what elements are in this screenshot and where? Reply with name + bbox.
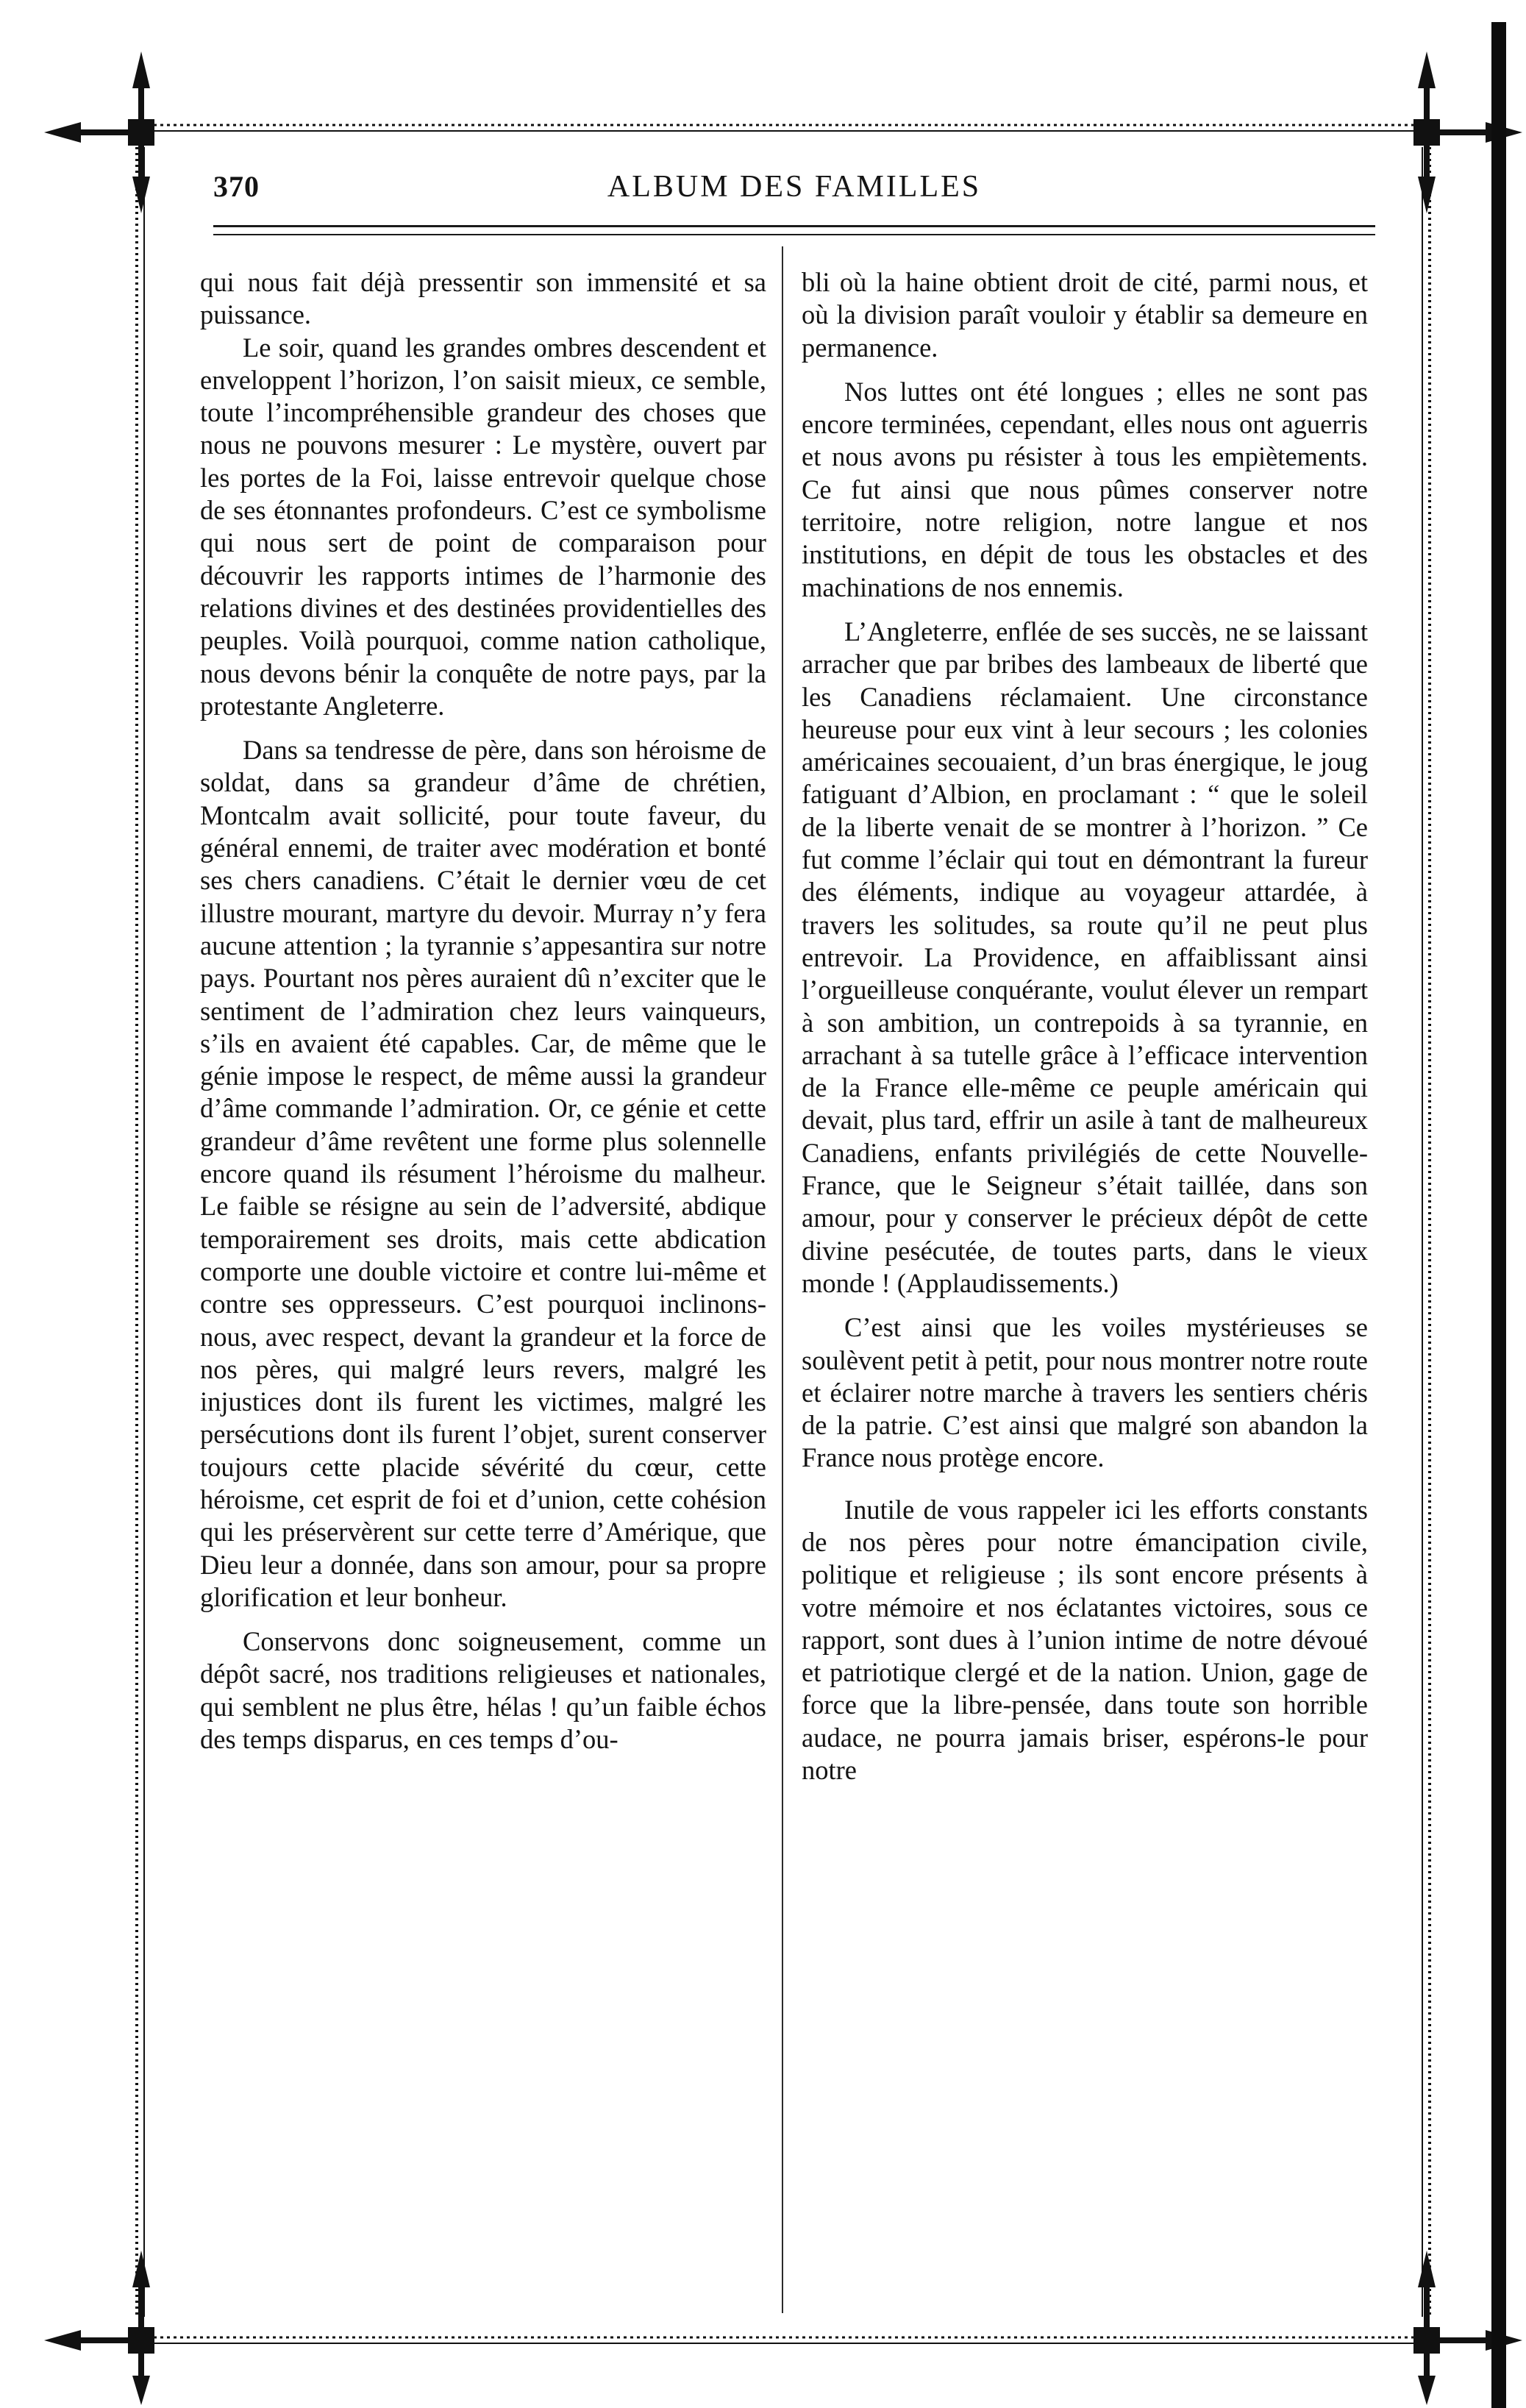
column-divider (782, 246, 783, 2313)
paragraph: bli où la haine obtient droit de cité, parmi nous, et où la division paraît vouloir y établir sa demeure en permanence. (802, 267, 1368, 363)
paragraph: Nos luttes ont été longues ; elles ne sont pas encore terminées, cependant, elles nous ont aguerris et nous avons pu résister à tous les empiètements. Ce fut ainsi que nous pûmes conserver notre territoire, notre religion, notre langue et nos institutions, en dépit de tous les obstacles et des machinations de nos ennemis. (802, 376, 1368, 602)
page-number: 370 (213, 170, 260, 203)
paragraph: Le soir, quand les grandes ombres descendent et enveloppent l’horizon, l’on saisit mieux, ce semble, toute l’incompréhensible grandeur des choses que nous ne pouvons mesurer : Le mystère, ouvert par les portes de la Foi, laisse entrevoir quelque chose de ses étonnantes profondeurs. C’est ce symbolisme qui nous sert de point de comparaison pour découvrir les rapports intimes de l’harmonie des relations divines et des destinées providentielles des peuples. Voilà pourquoi, comme nation catholique, nous devons bénir la conquête de notre pays, par la protestante Angleterre. (200, 332, 766, 721)
right-column (802, 266, 1368, 1787)
left-column (200, 266, 766, 1756)
scan-edge-shadow (1491, 22, 1506, 2408)
header-rule (213, 225, 1375, 227)
running-title: ALBUM DES FAMILLES (607, 170, 982, 204)
paragraph: qui nous fait déjà pressentir son immensité et sa puissance. (200, 267, 766, 330)
paragraph: C’est ainsi que les voiles mystérieuses se soulèvent petit à petit, pour nous montrer notre route et éclairer notre marche à travers les sentiers chéris de la patrie. C’est ainsi que malgré son abandon la France nous protège encore. (802, 1312, 1368, 1473)
header-rule (213, 234, 1375, 235)
paragraph: Dans sa tendresse de père, dans son héroisme de soldat, dans sa grandeur d’âme de chrétien, Montcalm avait sollicité, pour toute faveur, du général ennemi, de traiter avec modération et bonté ses chers canadiens. C’était le dernier vœu de cet illustre mourant, martyre du devoir. Murray n’y fera aucune attention ; la tyrannie s’appesantira sur notre pays. Pourtant nos pères auraient dû n’exciter que le sentiment de l’admiration chez leurs vainqueurs, s’ils en avaient été capables. Car, de même que le génie impose le respect, de même aussi la grandeur d’âme commande l’admiration. Or, ce génie et cette grandeur d’âme revêtent une forme plus solennelle encore quand ils résument l’héroisme du malheur. Le faible se résigne au sein de l’adversité, abdique temporairement ses droits, mais cette abdication comporte une double victoire et contre lui-même et contre ses oppresseurs. C’est pourquoi inclinons-nous, avec respect, devant la grandeur et la force de nos pères, qui malgré leurs revers, malgré les injustices dont ils furent les victimes, malgré les persécutions dont ils furent l’objet, surent conserver toujours cette placide sévérité du cœur, cette héroisme, cet esprit de foi et d’union, cette cohésion qui les préservèrent sur cette terre d’Amérique, que Dieu leur a donnée, dans son amour, pour sa propre glorification et leur bonheur. (200, 735, 766, 1612)
corner-ornament-top-left (44, 51, 154, 213)
paragraph: L’Angleterre, enflée de ses succès, ne se laissant arracher que par bribes des lambeaux de liberté que les Canadiens réclamaient. Une circonstance heureuse pour eux vint à leur secours ; les colonies américaines secouaient, d’un bras énergique, le joug fatiguant d’Albion, en proclamant : “ que le soleil de la liberte venait de se montrer à l’horizon. ” Ce fut comme l’éclair qui tout en démontrant la fureur des éléments, indique au voyageur attardée, à travers les solitudes, sa route qu’il ne peut plus entrevoir. La Providence, en affaiblissant ainsi l’orgueilleuse conquérante, voulut élever un rempart à son ambition, un contrepoids à sa tyrannie, en arrachant à sa tutelle grâce à l’efficace intervention de la France elle-même ce peuple américain qui devait, plus tard, effrir un asile à tant de malheureux Canadiens, enfants privilégiés de cette Nouvelle-France, que le Seigneur s’était taillée, dans son amour, pour y conserver le précieux dépôt de cette divine pesécutée, de toutes parts, dans le vieux monde ! (Applaudissements.) (802, 616, 1368, 1298)
running-header (213, 169, 1375, 213)
corner-ornament-bottom-left (44, 2251, 154, 2405)
paragraph: Inutile de vous rappeler ici les efforts constants de nos pères pour notre émancipation civile, politique et religieuse ; ils sont encore présents à votre mémoire et nos éclatantes victoires, sous ce rapport, sont dues à l’union intime de notre dévoué et patriotique clergé et de la nation. Union, gage de force que la libre-pensée, dans toute son horrible audace, ne pourra jamais briser, espérons-le pour notre (802, 1494, 1368, 1786)
paragraph: Conservons donc soigneusement, comme un dépôt sacré, nos traditions religieuses et nationales, qui semblent ne plus être, hélas ! qu’un faible échos des temps disparus, en ces temps d’ou- (200, 1626, 766, 1755)
